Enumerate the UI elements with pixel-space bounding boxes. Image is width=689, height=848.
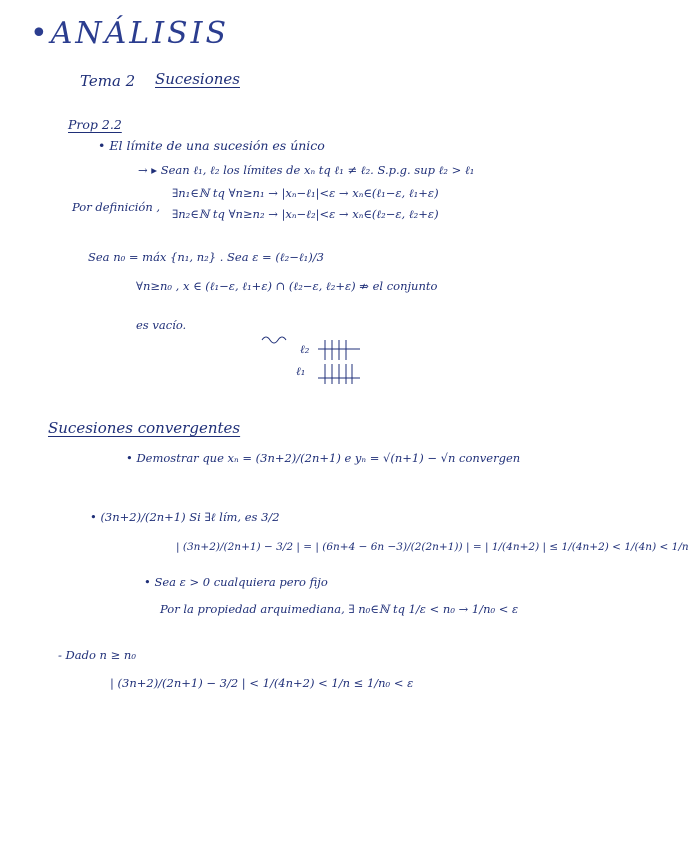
inequality-chain: | (3n+2)/(2n+1) − 3/2 | = | (6n+4 − 6n −3)/(2(2n+1)) | = | 1/(4n+2) | ≤ 1/(4n+2) < 1/(4n) < 1/n [176,541,689,553]
page-title: •ANÁLISIS [30,16,230,51]
epsilon-line: • Sea ε > 0 cualquiera pero fijo [144,575,328,589]
prop-hypothesis: → ▸ Sean ℓ₁, ℓ₂ los límites de xₙ tq ℓ₁ ≠ ℓ₂. S.p.g. sup ℓ₂ > ℓ₁ [138,163,475,177]
diagram-label-bottom: ℓ₁ [296,364,306,378]
diagram-label-top: ℓ₂ [300,342,310,356]
convergent-task: • Demostrar que xₙ = (3n+2)/(2n+1) e yₙ = √(n+1) − √n convergen [126,451,521,465]
definition-line-1: ∃n₁∈ℕ tq ∀n≥n₁ → |xₙ−ℓ₁|<ε → xₙ∈(ℓ₁−ε, ℓ₁+ε) [172,186,439,200]
definition-line-2: ∃n₂∈ℕ tq ∀n≥n₂ → |xₙ−ℓ₂|<ε → xₙ∈(ℓ₂−ε, ℓ₂+ε) [172,207,439,221]
final-inequality: | (3n+2)/(2n+1) − 3/2 | < 1/(4n+2) < 1/n ≤ 1/n₀ < ε [110,676,414,690]
scribble-mark [262,337,286,343]
case-label: • (3n+2)/(2n+1) Si ∃ℓ lím, es 3/2 [90,510,280,524]
prop-statement: • El límite de una sucesión es único [98,138,325,153]
dado-line: - Dado n ≥ n₀ [58,648,136,662]
conclusion-line-1: ∀n≥n₀ , x ∈ (ℓ₁−ε, ℓ₁+ε) ∩ (ℓ₂−ε, ℓ₂+ε) ⇏ el conjunto [136,279,438,293]
convergent-heading: Sucesiones convergentes [48,419,241,437]
topic-name: Sucesiones [155,70,240,88]
definition-prefix: Por definición , [72,200,161,214]
archimedes-line: Por la propiedad arquimediana, ∃ n₀∈ℕ tq 1/ε < n₀ → 1/n₀ < ε [160,602,519,616]
prop-label: Prop 2.2 [68,117,122,132]
topic-prefix: Tema 2 [80,72,136,90]
conclusion-line-2: es vacío. [136,318,187,332]
sea-line: Sea n₀ = máx {n₁, n₂} . Sea ε = (ℓ₂−ℓ₁)/3 [88,250,324,264]
